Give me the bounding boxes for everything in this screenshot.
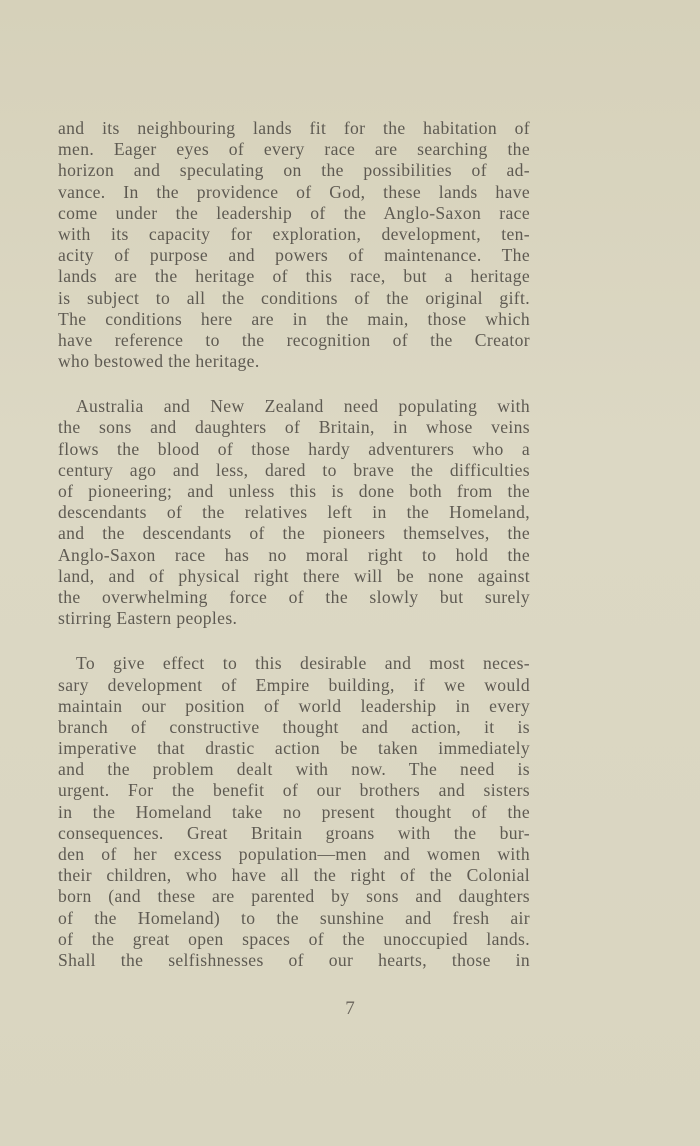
- text-line: born (and these are parented by sons and daughters: [58, 886, 530, 907]
- body-text: [58, 118, 530, 971]
- paragraph-spacer: [58, 372, 530, 396]
- text-line: come under the leadership of the Anglo-Saxon race: [58, 202, 530, 223]
- text-line: To give effect to this desirable and most neces-: [76, 653, 530, 674]
- paragraph-1: [58, 118, 530, 372]
- text-line: stirring Eastern peoples.: [58, 608, 238, 629]
- text-line: The conditions here are in the main, those which: [58, 308, 530, 329]
- text-line: of the Homeland) to the sunshine and fresh air: [58, 907, 530, 928]
- text-line: the sons and daughters of Britain, in whose veins: [58, 417, 530, 438]
- text-line: their children, who have all the right of the Colonial: [58, 865, 530, 886]
- text-line: Australia and New Zealand need populating with: [76, 396, 530, 417]
- text-line: lands are the heritage of this race, but a heritage: [58, 266, 530, 287]
- page-number: 7: [345, 998, 355, 1019]
- text-line: of the great open spaces of the unoccupied lands.: [58, 928, 530, 949]
- text-line: Shall the selfishnesses of our hearts, those in: [58, 949, 530, 970]
- text-line: vance. In the providence of God, these lands have: [58, 181, 530, 202]
- text-line: and the problem dealt with now. The need is: [58, 759, 530, 780]
- text-line: Anglo-Saxon race has no moral right to hold the: [58, 544, 530, 565]
- paragraph-3: [58, 653, 530, 971]
- text-line: and the descendants of the pioneers themselves, the: [58, 523, 530, 544]
- text-line: den of her excess population—men and women with: [58, 844, 530, 864]
- text-line: and its neighbouring lands fit for the habitation of: [58, 118, 530, 138]
- paragraph-2: [58, 396, 530, 629]
- text-line: horizon and speculating on the possibilities of ad-: [58, 160, 530, 181]
- text-line: have reference to the recognition of the Creator: [58, 329, 530, 350]
- text-line: in the Homeland take no present thought of the: [58, 801, 530, 822]
- paragraph-spacer: [58, 629, 530, 653]
- text-line: consequences. Great Britain groans with the bur-: [58, 822, 530, 843]
- text-line: imperative that drastic action be taken immediately: [58, 738, 530, 759]
- text-line: land, and of physical right there will be none against: [58, 565, 530, 586]
- text-line: acity of purpose and powers of maintenance. The: [58, 245, 530, 266]
- text-line: of pioneering; and unless this is done both from the: [58, 481, 530, 501]
- text-line: urgent. For the benefit of our brothers and sisters: [58, 780, 530, 801]
- text-line: maintain our position of world leadership in every: [58, 695, 530, 716]
- text-line: branch of constructive thought and action, it is: [58, 716, 530, 737]
- text-line: with its capacity for exploration, development, ten-: [58, 223, 530, 244]
- text-line: men. Eager eyes of every race are searching the: [58, 139, 530, 160]
- text-line: who bestowed the heritage.: [58, 351, 260, 372]
- text-line: descendants of the relatives left in the Homeland,: [58, 502, 530, 523]
- text-line: the overwhelming force of the slowly but surely: [58, 586, 530, 607]
- text-line: is subject to all the conditions of the original gift.: [58, 287, 530, 308]
- text-line: sary development of Empire building, if we would: [58, 674, 530, 695]
- text-line: century ago and less, dared to brave the difficulties: [58, 459, 530, 480]
- text-line: flows the blood of those hardy adventurers who a: [58, 438, 530, 459]
